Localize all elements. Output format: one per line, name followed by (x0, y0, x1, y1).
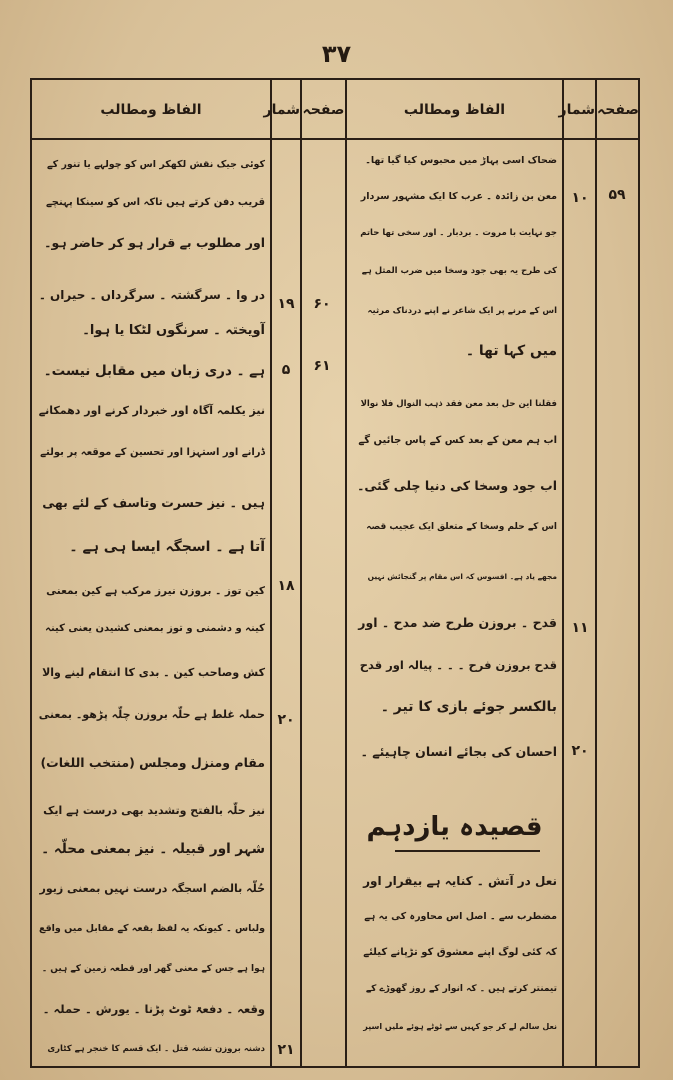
left-line-1: کوئی جیک نقش لکھکر اس کو چولہے یا تنور کے (47, 159, 265, 170)
header-right-shumar: شمار (558, 102, 595, 118)
right-shumar-11: ۱۱ (571, 620, 589, 636)
header-left-alfaz: الفاظ ومطالب (100, 102, 202, 118)
left-line-16: نیز حلّہ بالفتح وتشدید بھی درست ہے ایک (43, 804, 265, 817)
section-heading: قصیدہ یازدہم (366, 812, 543, 842)
left-line-7: نیز یکلمہ آگاہ اور خبردار کرنے اور دھمکانے (38, 404, 265, 417)
left-line-13: کش وصاحب کین ۔ بدی کا انتقام لینے والا (42, 666, 265, 679)
left-shumar-21: ۲۱ (277, 1042, 295, 1058)
left-shumar-5: ۵ (281, 362, 291, 378)
right-line-9: اب جود وسخا کی دنیا چلی گئی۔ (357, 478, 557, 493)
right-line-7: فقلنا این حل بعد معن فقد ذہب النوال فلا نوالا (360, 399, 557, 409)
left-line-2: قریب دفن کرتے ہیں تاکہ اس کو سینکا پہنچے (45, 197, 265, 208)
right-after-line-4: تیمنتر کرتے ہیں ۔ کہ انوار کے روز گھوڑے کے (365, 984, 557, 994)
right-shumar-10: ۱۰ (571, 190, 589, 206)
left-line-21: وقعہ ۔ دفعۃ ٹوٹ پڑنا ۔ یورش ۔ حملہ ۔ (42, 1002, 265, 1016)
right-line-1: ضحاک اسی پہاڑ میں محبوس کیا گیا تھا۔ (365, 155, 557, 166)
header-left-safha: صفحہ (302, 102, 345, 118)
left-line-19: ولباس ۔ کیونکہ یہ لفظ بقعہ کے مقابل میں واقع (38, 923, 265, 934)
right-line-15: احسان کی بجائے انسان چاہیئے ۔ (360, 744, 557, 759)
right-line-14: بالکسر جوئے بازی کا تیر ۔ (380, 699, 557, 715)
col-divider-shumar-right (562, 78, 564, 1068)
header-right-alfaz: الفاظ ومطالب (403, 102, 506, 118)
left-line-15: مقام ومنزل ومجلس (منتخب اللغات) (40, 755, 265, 770)
left-line-12: کینہ و دشمنی و توز بمعنی کشیدن یعنی کینہ (45, 623, 265, 634)
left-line-20: ہوا ہے جس کے معنی گھر اور قطعہ زمین کے ہیں ۔ (41, 964, 265, 974)
heading-underline (395, 850, 540, 852)
left-safha-60: ۶۰ (313, 296, 331, 312)
left-line-17: شہر اور قبیلہ ۔ نیز بمعنی محلّہ ۔ (41, 841, 265, 857)
right-line-4: کی طرح یہ بھی جود وسخا میں ضرب المثل ہے (361, 266, 557, 276)
left-line-8: ڈرانے اور استہزا اور تحسین کے موقعہ پر بولتے (40, 447, 265, 458)
left-line-18: حُلّہ بالضم اسجگہ درست نہیں بمعنی زیور (39, 882, 265, 895)
right-after-line-3: کہ کئی لوگ اپنے معشوق کو تڑپانے کیلئے (363, 947, 557, 958)
right-line-12: قدح ۔ بروزن طرح ضد مدح ۔ اور (358, 615, 557, 630)
left-shumar-18: ۱۸ (277, 578, 295, 594)
right-after-line-2: مضطرب سے ۔ اصل اس محاورہ کی یہ ہے (364, 911, 557, 922)
left-line-5: آویختہ ۔ سرنگوں لٹکا یا ہوا۔ (82, 323, 265, 338)
col-divider-safha-left (300, 78, 302, 1068)
right-line-13: قدح بروزن فرح ۔ ۔ ۔ پیالہ اور قدح (359, 658, 557, 672)
right-line-5: اس کے مرنے پر ایک شاعر نے اپنے دردناک مرثیہ (367, 306, 557, 316)
header-left-shumar: شمار (263, 102, 300, 118)
right-line-6: میں کہا تھا ۔ (465, 343, 557, 359)
header-divider (30, 138, 640, 140)
header-right-safha: صفحہ (597, 102, 639, 118)
right-after-line-5: نعل سالم لے کر جو کہیں سے ٹوٹے ہوئے ملیں اسپر (363, 1022, 557, 1031)
page-number: ۳۷ (321, 40, 352, 68)
col-divider-middle (345, 78, 347, 1068)
col-divider-shumar-left (270, 78, 272, 1068)
left-line-3: اور مطلوب بے قرار ہو کر حاضر ہو۔ (44, 235, 265, 250)
right-safha-59: ۵۹ (608, 187, 626, 203)
left-shumar-19: ۱۹ (277, 296, 295, 312)
right-shumar-20: ۲۰ (571, 743, 589, 759)
left-safha-61: ۶۱ (313, 358, 331, 374)
col-divider-safha-right (595, 78, 597, 1068)
left-line-14: حملہ غلط ہے حلّہ بروزن چلّہ پڑھو۔ بمعنی (38, 708, 265, 721)
left-line-4: در وا ۔ سرگشتہ ۔ سرگرداں ۔ حیراں ۔ (38, 288, 265, 302)
left-shumar-20: ۲۰ (277, 712, 295, 728)
right-line-8: اب ہم معن کے بعد کس کے پاس جائیں گے (358, 435, 557, 446)
right-line-3: جو نہایت با مروت ۔ بردبار ۔ اور سخی تھا حاتم (360, 228, 557, 238)
left-line-6: ہے ۔ دری زبان میں مقابل نیست۔ (43, 363, 265, 379)
left-line-10: آتا ہے ۔ اسجگہ ایسا ہی ہے ۔ (69, 539, 265, 555)
right-line-10: اس کے حلم وسخا کے متعلق ایک عجیب قصہ (366, 522, 557, 532)
right-after-line-1: نعل در آتش ۔ کنایہ ہے بیقرار اور (363, 874, 557, 888)
left-line-11: کین توز ۔ بروزن نیرز مرکب ہے کین بمعنی (46, 585, 265, 597)
left-line-22: دشنہ بروزن تشنہ قتل ۔ ایک قسم کا خنجر ہے کٹاری (47, 1044, 265, 1054)
right-line-2: معن بن زائدہ ۔ عرب کا ایک مشہور سردار (360, 191, 557, 202)
left-line-9: ہیں ۔ نیز حسرت وتاسف کے لئے بھی (42, 495, 265, 510)
right-line-11: مجھے یاد ہے۔ افسوس کہ اس مقام پر گنجائش نہیں (367, 572, 557, 581)
